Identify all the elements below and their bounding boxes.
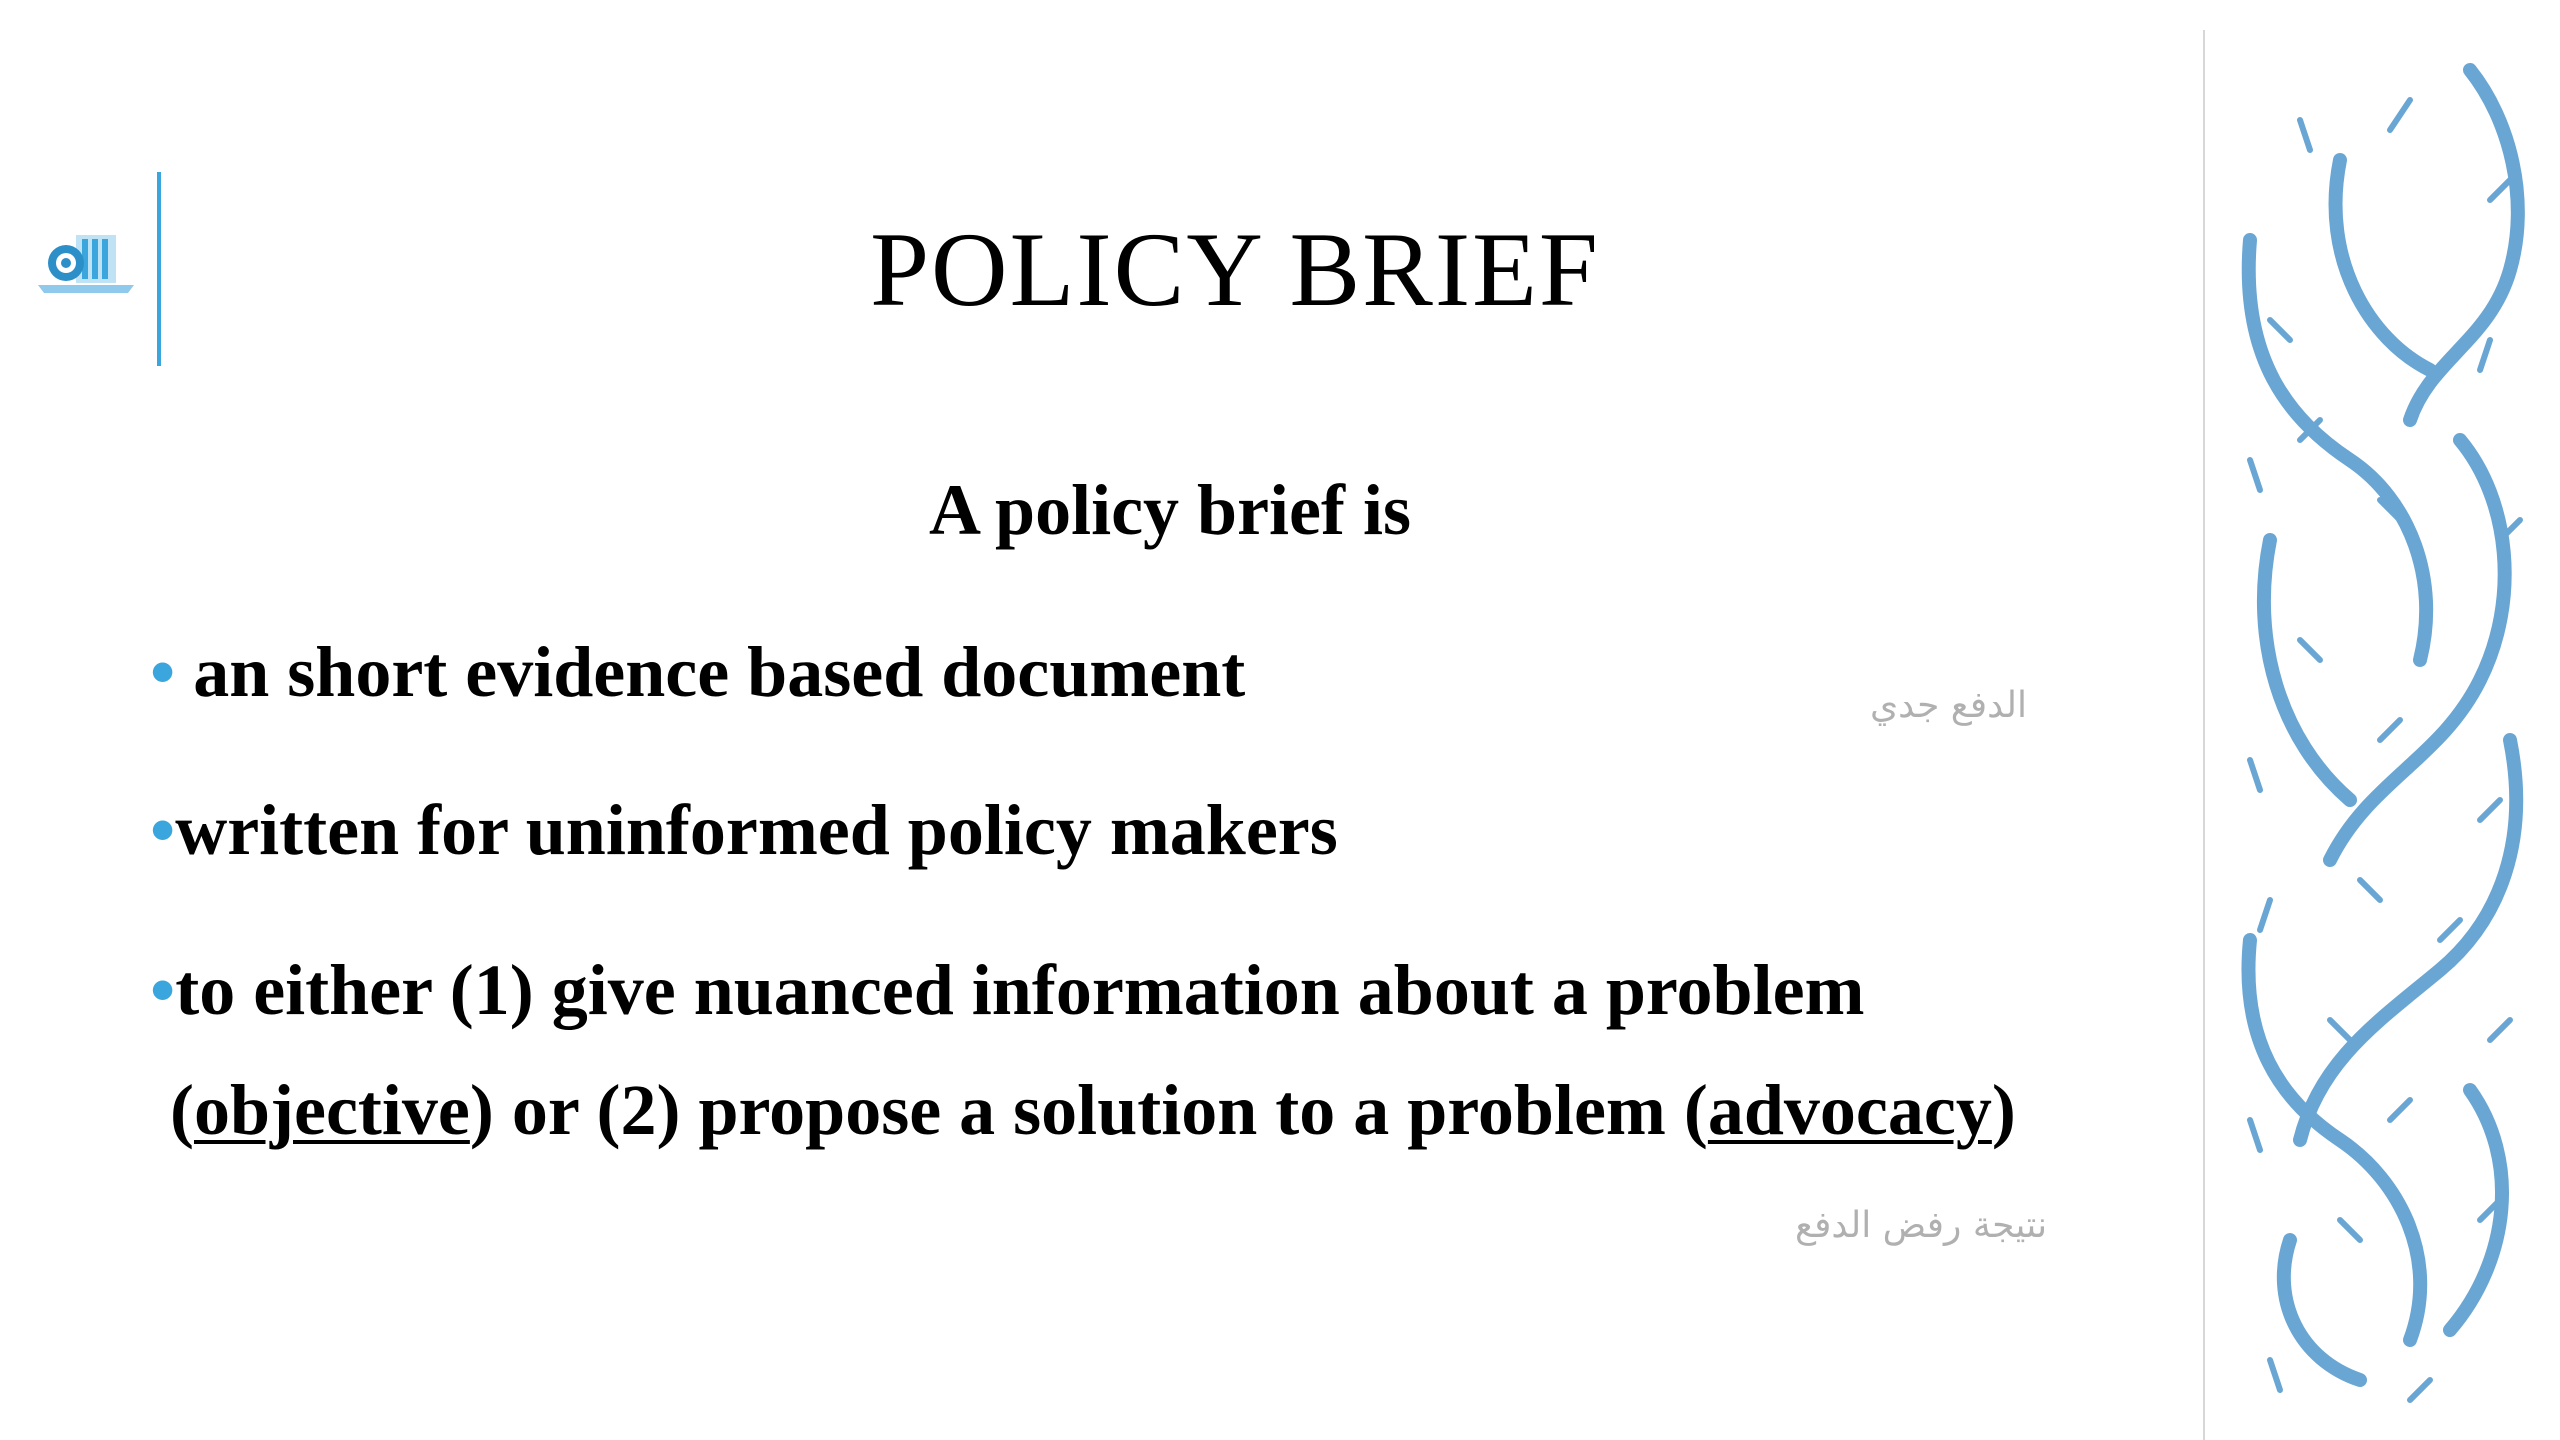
- side-divider: [2203, 30, 2205, 1440]
- bullet-text: an short evidence based document: [175, 632, 1246, 712]
- paren-open: (: [170, 1070, 194, 1150]
- logo-divider: [157, 172, 161, 366]
- bullet-item-1: [150, 612, 1245, 732]
- university-logo-icon: [36, 225, 136, 305]
- bullet-text: to either (1) give nuanced information about a problem: [175, 950, 1865, 1030]
- arabic-note-1: الدفع جدي: [1870, 685, 2028, 726]
- bullet-dot: •: [150, 790, 176, 870]
- continuation-text: ) or (2) propose a solution to a problem (: [469, 1070, 1708, 1150]
- paren-close: ): [1991, 1070, 2016, 1150]
- slide-title: POLICY BRIEF: [870, 211, 1600, 328]
- advocacy-term: advocacy: [1707, 1070, 1992, 1150]
- bullet-dot: •: [150, 950, 176, 1030]
- slide-subtitle: A policy brief is: [929, 470, 1411, 550]
- bullet-item-2: [150, 770, 1338, 890]
- bullet-dot: •: [150, 632, 176, 712]
- bullet-item-3-continuation: [170, 1050, 2016, 1170]
- arabic-calligraphy-decoration: [2210, 40, 2550, 1420]
- arabic-note-3: نتيجة رفض الدفع: [1795, 1205, 2048, 1246]
- bullet-text: written for uninformed policy makers: [175, 790, 1338, 870]
- bullet-item-3: [150, 930, 1865, 1050]
- objective-term: objective: [193, 1070, 470, 1150]
